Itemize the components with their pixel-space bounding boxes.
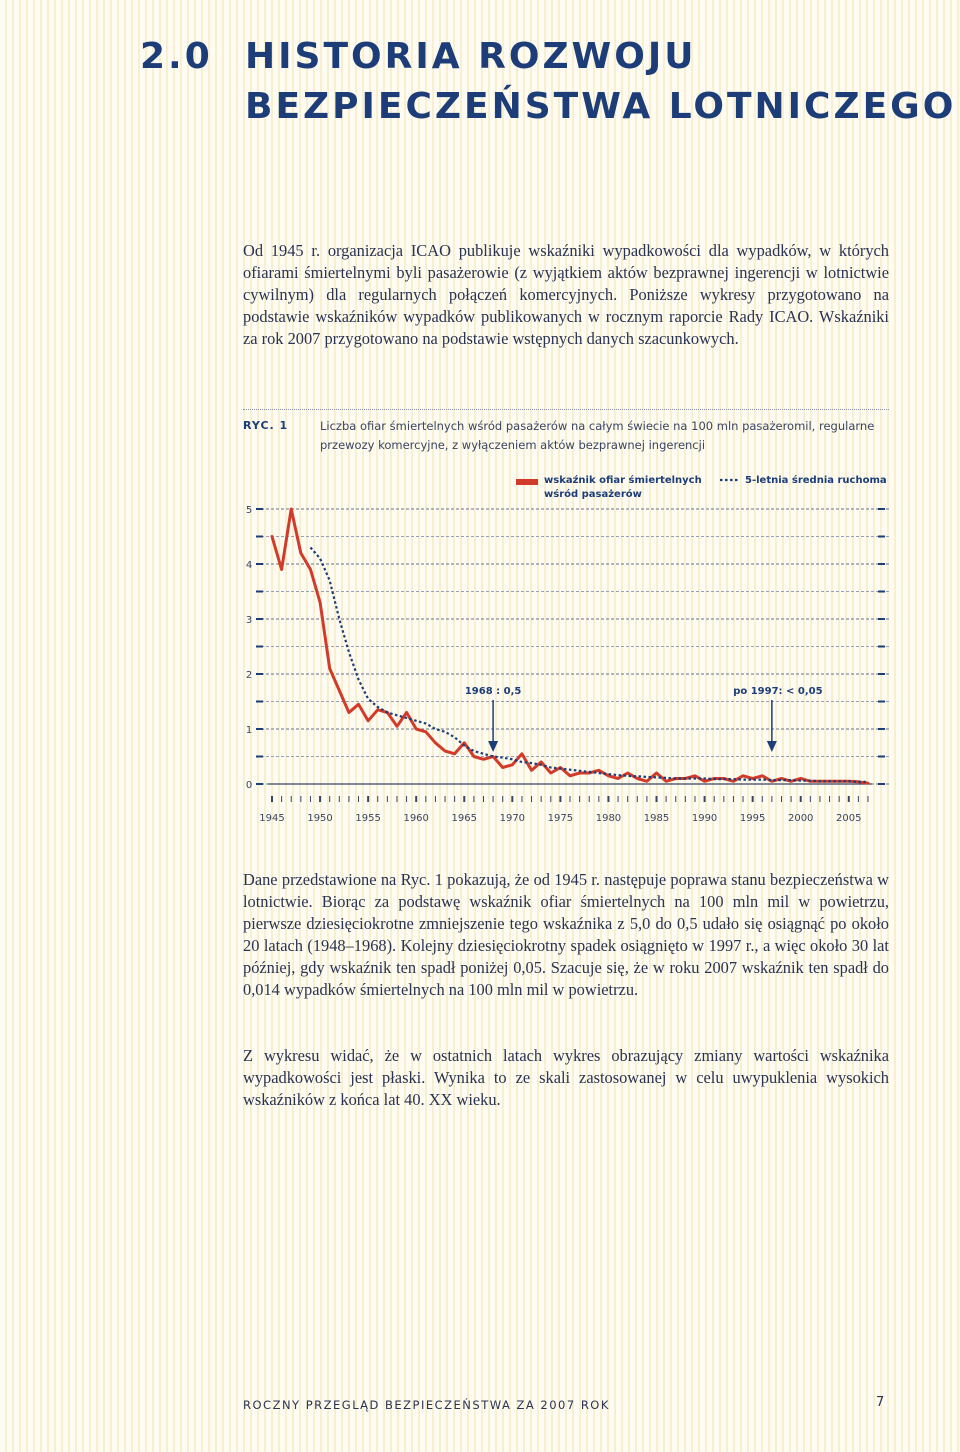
intro-paragraph: Od 1945 r. organizacja ICAO publikuje wskaźniki wypadkowości dla wypadków, w których ofiarami śmiertelnymi byli pasażerowie (z wyjątkiem aktów bezprawnej ingerencji w lotnictwie cywilnym) dla regularnych połączeń komercyjnych. Poniższe wykresy przygotowano na podstawie wskaźników wypadków publikowanych w rocznym raporcie Rady ICAO. Wskaźniki za rok 2007 przygotowano na podstawie wstępnych danych szacunkowych. bbox=[243, 241, 889, 348]
x-tick-label: 1955 bbox=[355, 813, 381, 824]
x-tick-label: 1980 bbox=[595, 813, 622, 824]
legend-label-moving-average: 5-letnia średnia ruchoma bbox=[745, 475, 887, 486]
fatality-rate-chart bbox=[0, 460, 960, 840]
y-tick-label: 3 bbox=[245, 615, 253, 626]
y-tick-label: 1 bbox=[245, 725, 253, 736]
figure-label: RYC. 1 bbox=[243, 419, 289, 432]
x-tick-label: 1965 bbox=[451, 813, 477, 824]
x-tick-label: 1945 bbox=[259, 813, 285, 824]
x-tick-label: 1960 bbox=[403, 813, 429, 824]
section-title-line-2: BEZPIECZEŃSTWA LOTNICZEGO bbox=[245, 86, 957, 127]
series-line-moving-average bbox=[311, 548, 869, 782]
footer-title: ROCZNY PRZEGLĄD BEZPIECZEŃSTWA ZA 2007 ROK bbox=[243, 1398, 610, 1412]
annotation-label: po 1997: < 0,05 bbox=[733, 686, 823, 697]
x-tick-label: 1985 bbox=[643, 813, 670, 824]
x-tick-label: 2000 bbox=[787, 813, 814, 824]
section-title-line-1: HISTORIA ROZWOJU bbox=[245, 36, 697, 77]
legend-label-fatality-rate: wskaźnik ofiar śmiertelnych wśród pasażerów bbox=[544, 475, 702, 500]
figure-caption: Liczba ofiar śmiertelnych wśród pasażerów na całym świecie na 100 mln pasażeromil, regularne przewozy komercyjne, z wyłączeniem aktów bezprawnej ingerencji bbox=[320, 419, 875, 452]
legend-swatch-fatality-rate bbox=[516, 479, 538, 485]
x-tick-label: 1975 bbox=[547, 813, 574, 824]
x-tick-label: 2005 bbox=[836, 813, 862, 824]
y-tick-label: 0 bbox=[245, 780, 253, 791]
annotation-arrow-head bbox=[767, 741, 777, 752]
body-paragraph-1: Dane przedstawione na Ryc. 1 pokazują, że od 1945 r. następuje poprawa stanu bezpieczeństwa w lotnictwie. Biorąc za podstawę wskaźnik ofiar śmiertelnych na 100 mln mil w powietrzu, pierwsze dziesięciokrotne zmniejszenie tego wskaźnika z 5,0 do 0,5 udało się osiągnąć po około 20 latach (1948–1968). Kolejny dziesięciokrotny spadek osiągnięto w 1997 r., a więc około 30 lat później, gdy wskaźnik ten spadł poniżej 0,05. Szacuje się, że w roku 2007 wskaźnik ten spadł do 0,014 wypadków śmiertelnych na 100 mln mil w powietrzu. bbox=[243, 870, 889, 999]
body-paragraph-2: Z wykresu widać, że w ostatnich latach wykres obrazujący zmiany wartości wskaźnika wypadkowości jest płaski. Wynika to ze skali zastosowanej w celu uwypuklenia wysokich wskaźników z końca lat 40. XX wieku. bbox=[243, 1046, 889, 1109]
x-tick-label: 1970 bbox=[499, 813, 526, 824]
y-tick-label: 5 bbox=[245, 505, 253, 516]
section-number: 2.0 bbox=[140, 36, 213, 77]
figure-divider bbox=[243, 409, 889, 410]
page-number: 7 bbox=[876, 1395, 885, 1410]
annotation-arrow-head bbox=[488, 741, 498, 752]
x-tick-label: 1950 bbox=[307, 813, 333, 824]
y-tick-label: 2 bbox=[245, 670, 253, 681]
y-tick-label: 4 bbox=[245, 560, 253, 571]
x-tick-label: 1990 bbox=[691, 813, 718, 824]
x-tick-label: 1995 bbox=[739, 813, 766, 824]
annotation-label: 1968 : 0,5 bbox=[464, 686, 522, 697]
